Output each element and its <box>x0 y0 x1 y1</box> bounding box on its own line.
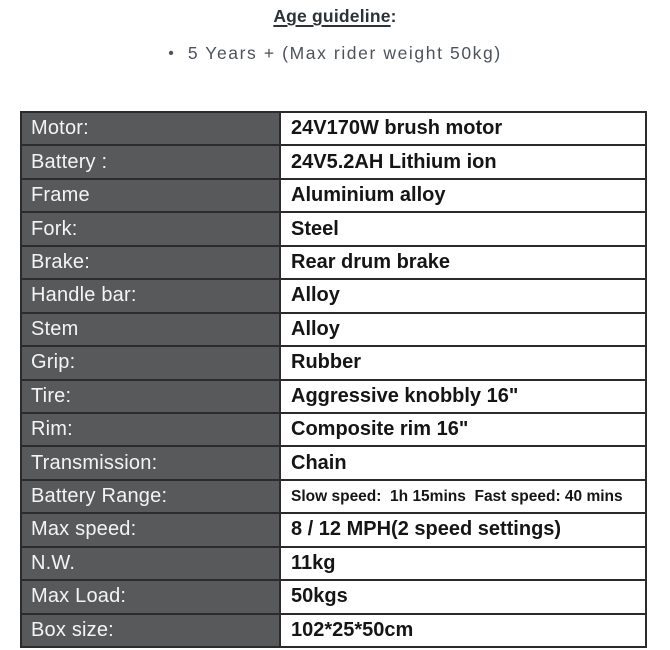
spec-value: 102*25*50cm <box>280 614 646 647</box>
table-row <box>21 547 646 580</box>
spec-value: 50kgs <box>280 580 646 613</box>
spec-value: 24V5.2AH Lithium ion <box>280 145 646 178</box>
age-guideline-heading-colon: : <box>390 6 397 26</box>
table-row <box>21 313 646 346</box>
spec-label: Grip: <box>21 346 280 379</box>
table-row <box>21 145 646 178</box>
age-guideline-heading <box>0 6 670 27</box>
spec-value: Slow speed: 1h 15mins Fast speed: 40 mins <box>280 480 646 513</box>
table-row <box>21 212 646 245</box>
spec-table-body <box>21 112 646 647</box>
table-row <box>21 279 646 312</box>
spec-label: Fork: <box>21 212 280 245</box>
table-row <box>21 179 646 212</box>
spec-label: Rim: <box>21 413 280 446</box>
spec-value: 8 / 12 MPH(2 speed settings) <box>280 513 646 546</box>
spec-value: 11kg <box>280 547 646 580</box>
spec-label: Stem <box>21 313 280 346</box>
spec-value: Composite rim 16" <box>280 413 646 446</box>
specifications-table <box>20 111 647 648</box>
table-row <box>21 480 646 513</box>
spec-label: Max speed: <box>21 513 280 546</box>
spec-label: Battery : <box>21 145 280 178</box>
spec-value: Steel <box>280 212 646 245</box>
bullet-icon: • <box>168 45 174 63</box>
spec-value: Rubber <box>280 346 646 379</box>
spec-label: Brake: <box>21 246 280 279</box>
spec-label: Frame <box>21 179 280 212</box>
spec-label: Transmission: <box>21 446 280 479</box>
spec-label: Battery Range: <box>21 480 280 513</box>
spec-label: N.W. <box>21 547 280 580</box>
spec-value: Alloy <box>280 313 646 346</box>
table-row <box>21 580 646 613</box>
table-row <box>21 246 646 279</box>
age-guideline-list-item <box>0 42 670 65</box>
table-row <box>21 380 646 413</box>
table-row <box>21 513 646 546</box>
spec-label: Box size: <box>21 614 280 647</box>
age-guideline-value: 5 Years + (Max rider weight 50kg) <box>187 43 502 63</box>
spec-label: Motor: <box>21 112 280 145</box>
spec-label: Tire: <box>21 380 280 413</box>
spec-label: Handle bar: <box>21 279 280 312</box>
table-row <box>21 346 646 379</box>
spec-value: Chain <box>280 446 646 479</box>
spec-value: Aluminium alloy <box>280 179 646 212</box>
table-row <box>21 614 646 647</box>
spec-value: Aggressive knobbly 16" <box>280 380 646 413</box>
table-row <box>21 413 646 446</box>
age-guideline-heading-text: Age guideline <box>273 6 391 26</box>
table-row <box>21 112 646 145</box>
spec-value: Rear drum brake <box>280 246 646 279</box>
spec-value: 24V170W brush motor <box>280 112 646 145</box>
spec-value: Alloy <box>280 279 646 312</box>
spec-label: Max Load: <box>21 580 280 613</box>
table-row <box>21 446 646 479</box>
